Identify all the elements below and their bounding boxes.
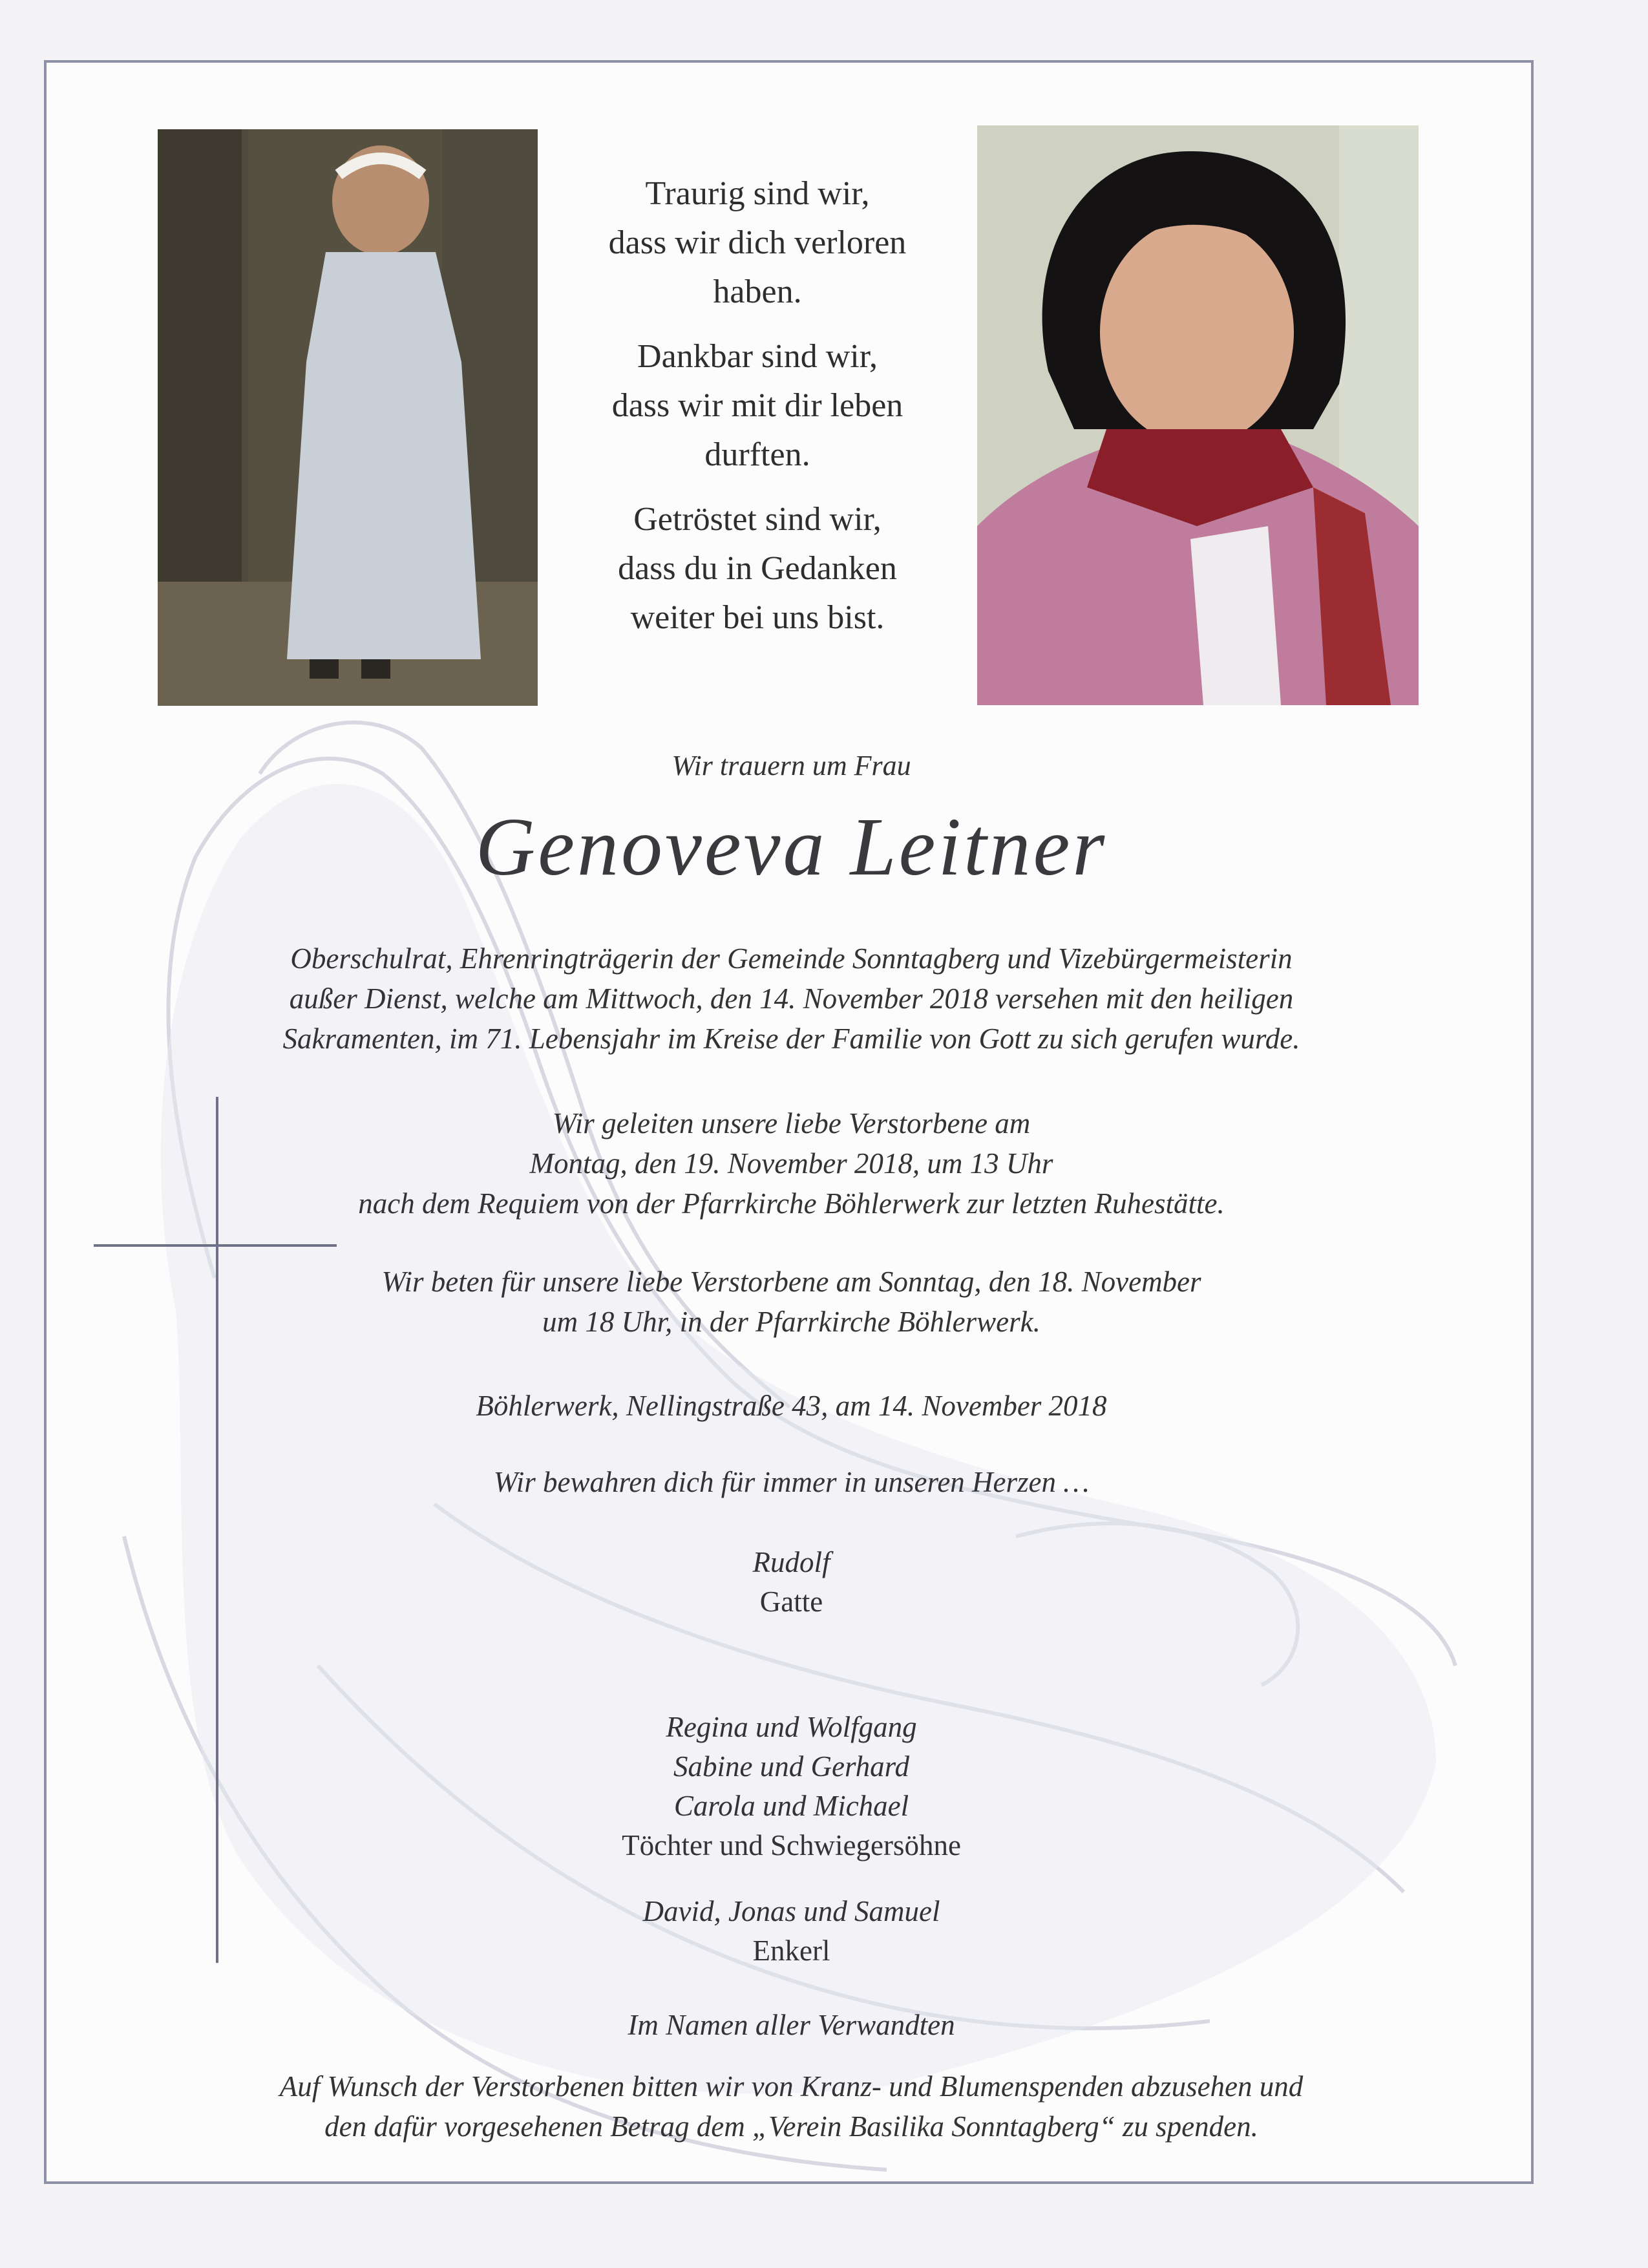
poem [551, 169, 964, 658]
funeral-text: Wir geleiten unsere liebe Verstorbene am Montag, den 19. November 2018, um 13 Uhr nach dem Requiem von der Pfarrkirche Böhlerwerk zur letzten Ruhestätte. [358, 1107, 1225, 1220]
mourner-group-daughters [47, 1708, 1534, 1865]
mourner-group-husband [47, 1543, 1534, 1622]
husband-name: Rudolf [752, 1546, 830, 1578]
obituary-sheet [44, 60, 1534, 2184]
childhood-photo [158, 129, 538, 706]
poem-stanza-1: Traurig sind wir, dass wir dich verloren haben. [608, 175, 907, 310]
place-date: Böhlerwerk, Nellingstraße 43, am 14. November 2018 [476, 1390, 1107, 1422]
cross-icon [216, 1097, 218, 1963]
grandchildren-role: Enkerl [752, 1934, 830, 1967]
intro-line: Wir trauern um Frau [671, 750, 911, 781]
mourner-group-grandchildren [47, 1892, 1534, 1971]
daughters-role: Töchter und Schwiegersöhne [622, 1829, 961, 1861]
biography-text: Oberschulrat, Ehrenringträgerin der Gemeinde Sonntagberg und Vizebürgermeisterin außer Dienst, welche am Mittwoch, den 14. November 2018 versehen mit den heiligen Sakramenten, im 71. Lebensjahr im Kreise der Familie von Gott zu sich gerufen wurde. [282, 942, 1300, 1055]
poem-stanza-3: Getröstet sind wir, dass du in Gedanken weiter bei uns bist. [618, 501, 897, 636]
husband-role: Gatte [759, 1585, 823, 1618]
prayer-text: Wir beten für unsere liebe Verstorbene am Sonntag, den 18. November um 18 Uhr, in der Pfarrkirche Böhlerwerk. [381, 1266, 1201, 1338]
portrait-photo [977, 125, 1419, 705]
cross-icon-bar [94, 1244, 337, 1247]
daughters-names: Regina und Wolfgang Sabine und Gerhard Carola und Michael [666, 1711, 917, 1822]
deceased-name: Genoveva Leitner [475, 801, 1108, 893]
family-note: Im Namen aller Verwandten [628, 2009, 955, 2041]
poem-stanza-2: Dankbar sind wir, dass wir mit dir leben durften. [611, 338, 903, 473]
grandchildren-names: David, Jonas und Samuel [642, 1895, 940, 1927]
donation-wish: Auf Wunsch der Verstorbenen bitten wir von Kranz- und Blumenspenden abzusehen und den dafür vorgesehenen Betrag dem „Verein Basilika Sonntagberg“ zu spenden. [279, 2070, 1304, 2143]
closing-line: Wir bewahren dich für immer in unseren Herzen … [493, 1466, 1090, 1498]
